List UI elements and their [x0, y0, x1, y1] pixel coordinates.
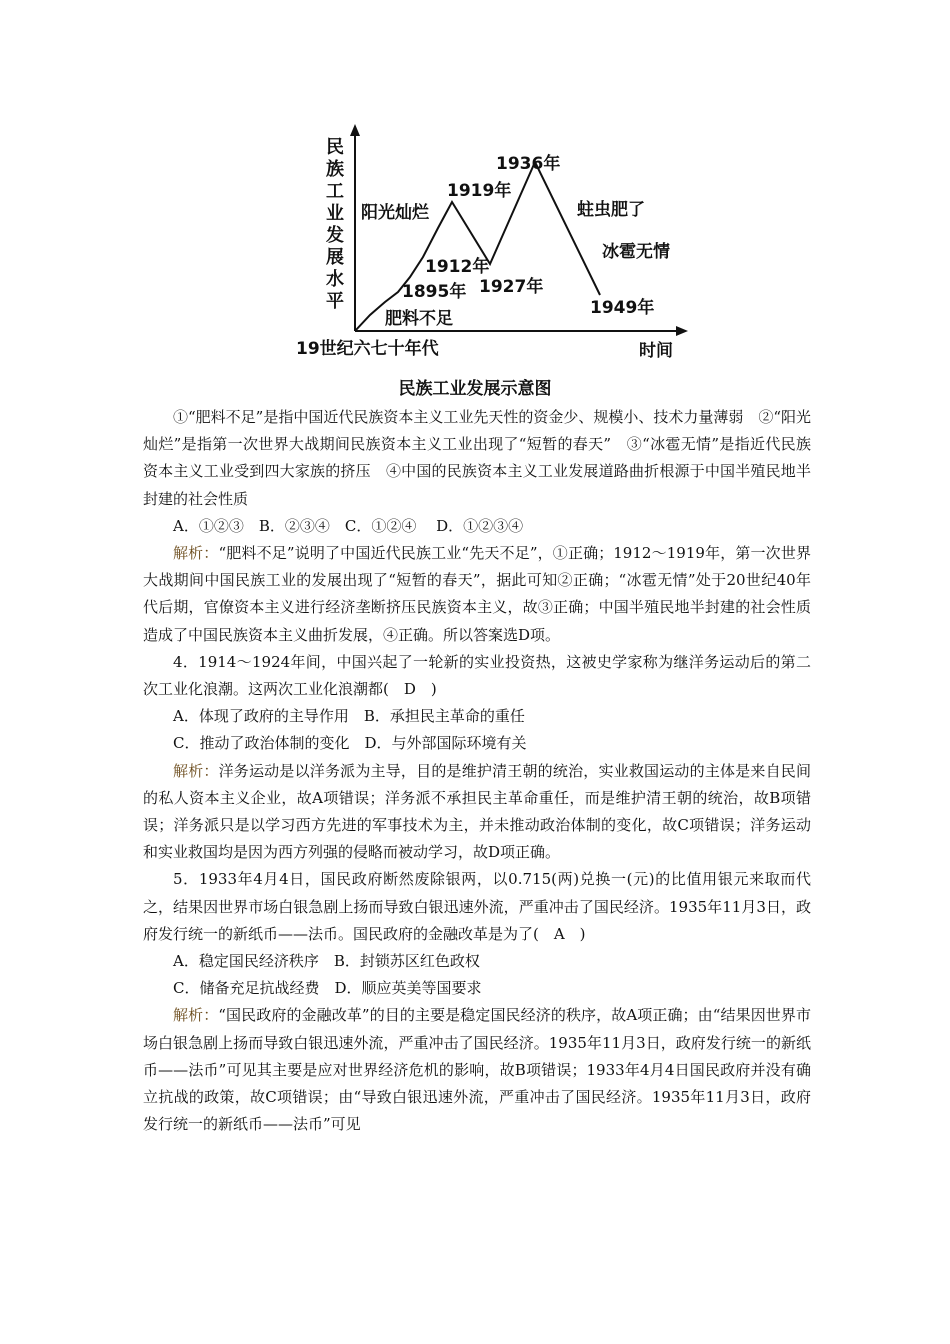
label-1895: 1895年 [402, 282, 467, 302]
q4-stem: 4．1914～1924年间，中国兴起了一轮新的实业投资热，这被史学家称为继洋务运动后的第二次工业化浪潮。这两次工业化浪潮都( D ) [143, 652, 811, 699]
q5-options-ab: A．稳定国民经济秩序 B．封锁苏区红色政权 [173, 952, 480, 971]
phase-feiliao: 肥料不足 [385, 309, 453, 329]
figure-caption: 民族工业发展示意图 [398, 379, 552, 399]
q3-statements: ①“肥料不足”是指中国近代民族资本主义工业先天性的资金少、规模小、技术力量薄弱 ②“阳光灿烂”是指第一次世界大战期间民族资本主义工业出现了“短暂的春天” ③“冰雹无情”是指近代民族资本主义工业受到四大家族的挤压 ④中国的民族资本主义工业发展道路曲折根源于中国半殖民地半封建的社会性质 [143, 408, 812, 508]
analysis-label: 解析： [173, 1006, 219, 1025]
svg-text:平: 平 [326, 291, 344, 312]
y-axis-arrow [350, 124, 360, 136]
q5-stem: 5．1933年4月4日，国民政府断然废除银两，以0.715(两)兑换一(元)的比值用银元来取而代之，结果因世界市场白银急剧上扬而导致白银迅速外流，严重冲击了国民经济。1935年11月3日，政府发行统一的新纸币——法币。国民政府的金融改革是为了( A ) [143, 870, 811, 943]
q5-analysis-text: “国民政府的金融改革”的目的主要是稳定国民经济的秩序，故A项正确；由“结果因世界市场白银急剧上扬而导致白银迅速外流，严重冲击了国民经济。1935年11月3日，政府发行统一的新纸币——法币”可见其主要是应对世界经济危机的影响，故B项错误；1933年4月4日国民政府并没有确立抗战的政策，故C项错误；由“导致白银迅速外流，严重冲击了国民经济。1935年11月3日，政府发行统一的新纸币——法币”可见 [143, 1006, 811, 1134]
label-1919: 1919年 [447, 181, 512, 201]
q4-options-ab: A．体现了政府的主导作用 B．承担民主革命的重任 [173, 707, 525, 726]
label-1912: 1912年 [425, 257, 490, 277]
analysis-label: 解析： [173, 761, 219, 780]
x-axis-arrow [676, 326, 688, 336]
q3-analysis [143, 540, 811, 649]
question-content [143, 404, 811, 1138]
x-axis-end-label: 时间 [639, 341, 673, 361]
q3-options: A．①②③ B．②③④ C．①②④ D．①②③④ [173, 516, 524, 535]
q4-analysis [143, 758, 811, 867]
q3-analysis-text: “肥料不足”说明了中国近代民族工业“先天不足”，①正确；1912～1919年，第一次世界大战期间中国民族工业的发展出现了“短暂的春天”，据此可知②正确；“冰雹无情”处于20世纪40年代后期，官僚资本主义进行经济垄断挤压民族资本主义，故③正确；中国半殖民地半封建的社会性质造成了中国民族资本主义曲折发展，④正确。所以答案选D项。 [143, 544, 811, 644]
label-1936: 1936年 [496, 154, 561, 174]
label-1949: 1949年 [590, 298, 655, 318]
q5-analysis [143, 1002, 811, 1138]
svg-text:发: 发 [326, 225, 344, 246]
svg-text:业: 业 [326, 203, 344, 224]
svg-text:展: 展 [326, 247, 344, 268]
svg-text:水: 水 [326, 269, 344, 290]
phase-bingbao: 冰雹无情 [602, 242, 670, 262]
q5-options-cd: C．储备充足抗战经费 D．顺应英美等国要求 [173, 979, 482, 998]
phase-yangguang: 阳光灿烂 [361, 203, 429, 223]
svg-text:民: 民 [326, 137, 344, 158]
y-axis-label [325, 137, 344, 312]
x-axis-start-label: 19世纪六七十年代 [296, 339, 439, 359]
industry-development-diagram [290, 120, 710, 365]
label-1927: 1927年 [479, 277, 544, 297]
phase-zhichong: 蛀虫肥了 [577, 200, 645, 220]
svg-text:族: 族 [326, 159, 344, 180]
analysis-label: 解析： [173, 544, 219, 563]
q4-analysis-text: 洋务运动是以洋务派为主导，目的是维护清王朝的统治，实业救国运动的主体是来自民间的私人资本主义企业，故A项错误；洋务派不承担民主革命重任，而是维护清王朝的统治，故B项错误；洋务派只是以学习西方先进的军事技术为主，并未推动政治体制的变化，故C项错误；洋务运动和实业救国均是因为西方列强的侵略而被动学习，故D项正确。 [143, 761, 811, 862]
svg-text:工: 工 [326, 181, 344, 202]
q4-options-cd: C．推动了政治体制的变化 D．与外部国际环境有关 [173, 734, 527, 753]
